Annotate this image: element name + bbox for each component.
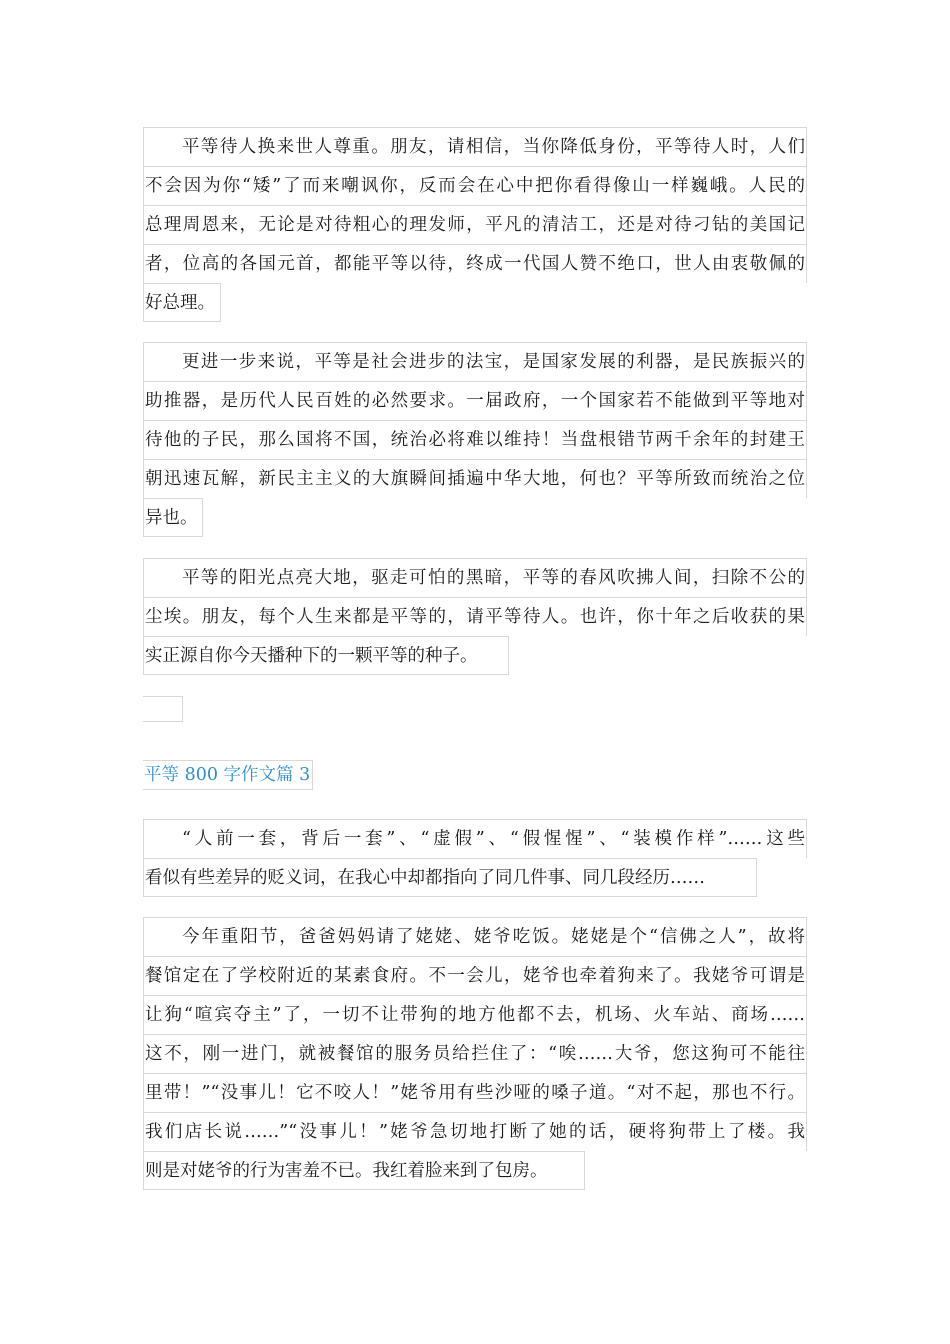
text-line: 不会因为你“矮”了而来嘲讽你，反而会在心中把你看得像山一样巍峨。人民的: [143, 166, 807, 205]
text-line: 助推器，是历代人民百姓的必然要求。一届政府，一个国家若不能做到平等地对: [143, 381, 807, 420]
text-line: 餐馆定在了学校附近的某素食府。不一会儿，姥爷也牵着狗来了。我姥爷可谓是: [143, 956, 807, 995]
text-line: 我们店长说……”“没事儿！”姥爷急切地打断了她的话，硬将狗带上了楼。我: [143, 1112, 807, 1151]
text-line: 实正源自你今天播种下的一颗平等的种子。: [143, 636, 509, 675]
text-line: 平等的阳光点亮大地，驱走可怕的黑暗，平等的春风吹拂人间，扫除不公的: [143, 558, 807, 597]
text-line: 让狗“喧宾夺主”了，一切不让带狗的地方他都不去，机场、火车站、商场……: [143, 995, 807, 1034]
text-line: 这不，刚一进门，就被餐馆的服务员给拦住了：“唉……大爷，您这狗可不能往: [143, 1034, 807, 1073]
text-line: 更进一步来说，平等是社会进步的法宝，是国家发展的利器，是民族振兴的: [143, 342, 807, 381]
text-line: 待他的子民，那么国将不国，统治必将难以维持！当盘根错节两千余年的封建王: [143, 420, 807, 459]
text-line: 好总理。: [143, 283, 221, 322]
text-line: 看似有些差异的贬义词，在我心中却都指向了同几件事、同几段经历……: [143, 858, 757, 897]
text-line: 平等待人换来世人尊重。朋友，请相信，当你降低身份，平等待人时，人们: [143, 127, 807, 166]
text-line: 异也。: [143, 498, 203, 537]
paragraph-1: [143, 127, 807, 326]
section-heading: 平等 800 字作文篇 3: [143, 760, 313, 790]
text-line: 今年重阳节，爸爸妈妈请了姥姥、姥爷吃饭。姥姥是个“信佛之人”，故将: [143, 917, 807, 956]
text-line: 朝迅速瓦解，新民主主义的大旗瞬间插遍中华大地，何也？平等所致而统治之位: [143, 459, 807, 498]
paragraph-2: [143, 342, 807, 541]
text-line: 者，位高的各国元首，都能平等以待，终成一代国人赞不绝口，世人由衷敬佩的: [143, 244, 807, 283]
text-line: 总理周恩来，无论是对待粗心的理发师，平凡的清洁工，还是对待刁钻的美国记: [143, 205, 807, 244]
text-line: 里带！”“没事儿！它不咬人！”姥爷用有些沙哑的嗓子道。“对不起，那也不行。: [143, 1073, 807, 1112]
paragraph-3: [143, 558, 807, 679]
text-line: 则是对姥爷的行为害羞不已。我红着脸来到了包房。: [143, 1151, 585, 1190]
paragraph-5: [143, 917, 807, 1194]
paragraph-4: [143, 819, 807, 901]
text-line: “人前一套，背后一套”、“虚假”、“假惺惺”、“装模作样”……这些: [143, 819, 807, 858]
text-line: 尘埃。朋友，每个人生来都是平等的，请平等待人。也许，你十年之后收获的果: [143, 597, 807, 636]
empty-paragraph-box: [143, 696, 183, 722]
